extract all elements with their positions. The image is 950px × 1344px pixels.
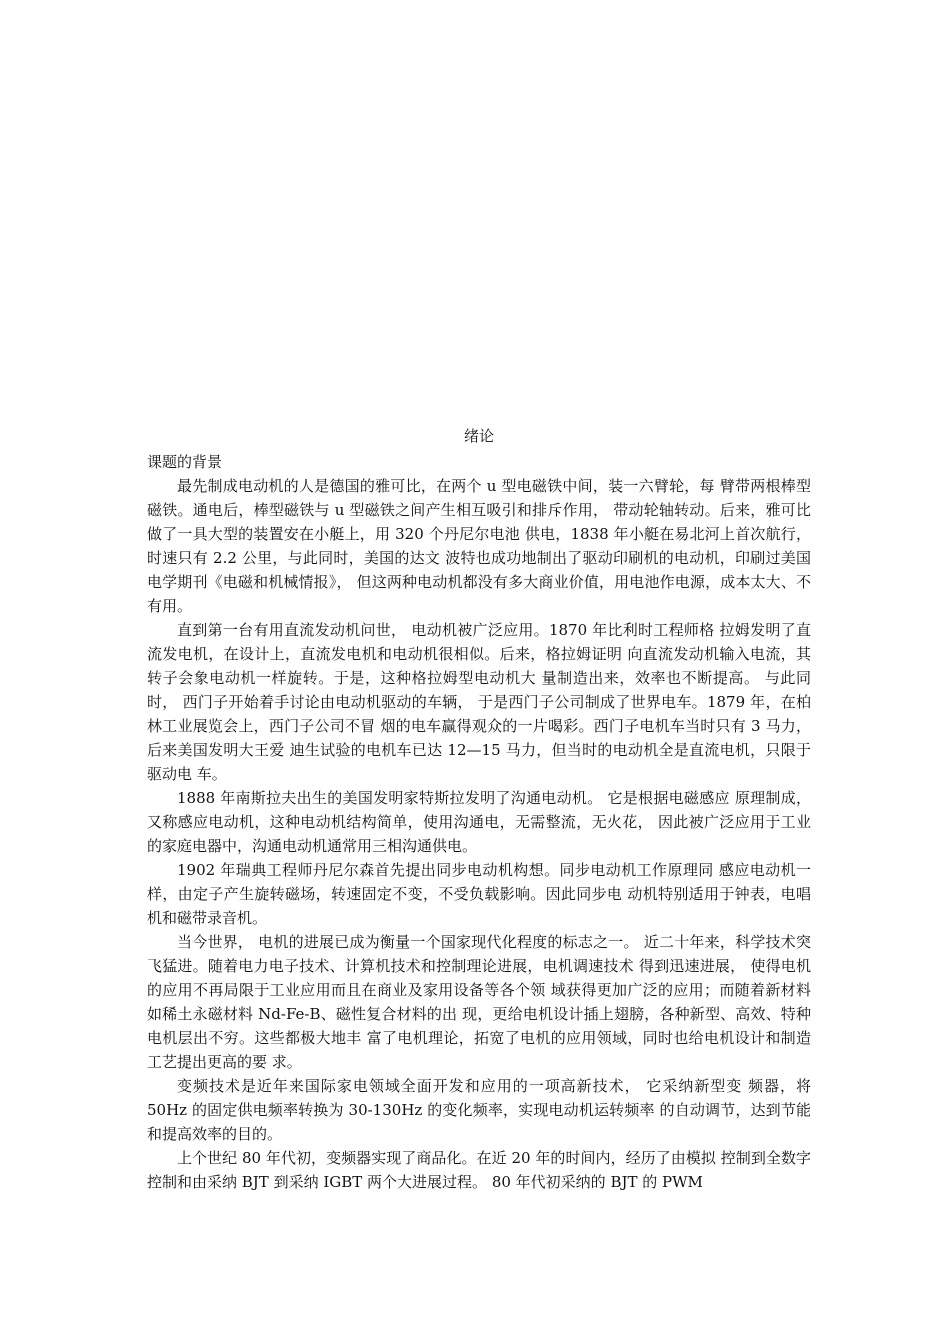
section-heading: 课题的背景 — [147, 453, 223, 471]
paragraph-6: 变频技术是近年来国际家电领域全面开发和应用的一项高新技术， 它采纳新型变 频器，将 50Hz 的固定供电频率转换为 30-130Hz 的变化频率，实现电动机运转频率 的自动调节，达到节能和提高效率的目的。 — [147, 1077, 811, 1143]
paragraph-5: 当今世界， 电机的进展已成为衡量一个国家现代化程度的标志之一。 近二十年来，科学技术突飞猛进。随着电力电子技术、计算机技术和控制理论进展，电机调速技术 得到迅速进展， 使得电机的应用不再局限于工业应用而且在商业及家用设备等各个领 域获得更加广泛的应用；而随着新材料如稀土永磁材料 Nd-Fe-B、磁性复合材料的出 现，更给电机设计插上翅膀，各种新型、高效、特种电机层出不穷。这些都极大地丰 富了电机理论，拓宽了电机的应用领域，同时也给电机设计和制造工艺提出更高的要 求。 — [147, 933, 811, 1071]
paragraph-2: 直到第一台有用直流发动机问世， 电动机被广泛应用。1870 年比利时工程师格 拉姆发明了直流发电机，在设计上，直流发电机和电动机很相似。后来，格拉姆证明 向直流发动机输入电流，其转子会象电动机一样旋转。于是，这种格拉姆型电动机大 量制造出来，效率也不断提高。 与此同时， 西门子开始着手讨论由电动机驱动的车辆， 于是西门子公司制成了世界电车。1879 年，在柏林工业展览会上，西门子公司不冒 烟的电车赢得观众的一片喝彩。西门子电机车当时只有 3 马力，后来美国发明大王爱 迪生试验的电机车已达 12—15 马力，但当时的电动机全是直流电机，只限于驱动电 车。 — [147, 621, 811, 783]
document-title: 绪论 — [463, 427, 494, 445]
paragraph-1: 最先制成电动机的人是德国的雅可比，在两个 u 型电磁铁中间，装一六臂轮，每 臂带两根棒型磁铁。通电后，棒型磁铁与 u 型磁铁之间产生相互吸引和排斥作用， 带动轮轴转动。后来，雅可比做了一具大型的装置安在小艇上，用 320 个丹尼尔电池 供电，1838 年小艇在易北河上首次航行，时速只有 2.2 公里，与此同时，美国的达文 波特也成功地制出了驱动印刷机的电动机，印刷过美国电学期刊《电磁和机械情报》， 但这两种电动机都没有多大商业价值，用电池作电源，成本太大、不有用。 — [147, 477, 811, 615]
paragraph-3: 1888 年南斯拉夫出生的美国发明家特斯拉发明了沟通电动机。 它是根据电磁感应 原理制成，又称感应电动机，这种电动机结构简单，使用沟通电，无需整流，无火花， 因此被广泛应用于工业的家庭电器中，沟通电动机通常用三相沟通供电。 — [147, 789, 811, 855]
paragraph-7: 上个世纪 80 年代初，变频器实现了商品化。在近 20 年的时间内，经历了由模拟 控制到全数字控制和由采纳 BJT 到采纳 IGBT 两个大进展过程。 80 年代初采纳的 BJT 的 PWM — [147, 1149, 811, 1191]
document-body — [147, 424, 811, 1194]
paragraph-4: 1902 年瑞典工程师丹尼尔森首先提出同步电动机构想。同步电动机工作原理同 感应电动机一样，由定子产生旋转磁场，转速固定不变，不受负载影响。因此同步电 动机特别适用于钟表，电唱机和磁带录音机。 — [147, 861, 811, 927]
